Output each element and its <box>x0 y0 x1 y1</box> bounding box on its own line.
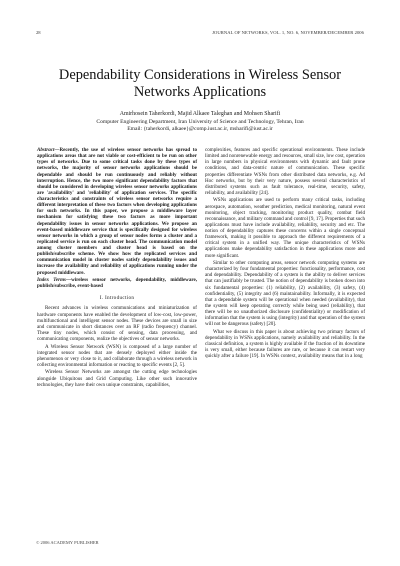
intro-paragraph-2: A Wireless Sensor Network (WSN) is composed of a large number of integrated sensor nodes that are densely deployed either inside the phenomenon or very close to it, and collaborate through a wireless network in collecting environmental information or reacting to specific events [2, 5]. <box>37 343 197 368</box>
running-head <box>36 29 364 37</box>
paper-title: Dependability Considerations in Wireless Sensor Networks Applications <box>58 67 342 100</box>
index-terms-text: —wireless sensor networks, dependability, middleware, publish/subscribe, event-based <box>37 277 197 290</box>
index-terms <box>37 277 197 289</box>
body-paragraph-2: WSNs applications are used to perform many critical tasks, including aerospace, automation, weather prediction, medical monitoring, natural event monitoring, object tracking, monitoring product quality, combat field reconnaissance, and military command and control [9, 17]. Properties that such applications must have include availability, reliability, security and etc. The notion of dependability captures these concerns within a single conceptual framework, making it possible to approach the different requirements of a critical system in a unified way. The unique characteristics of WSNs applications make dependability satisfaction in these applications more and more significant. <box>205 197 365 259</box>
index-terms-label: Index Terms <box>37 277 67 284</box>
abstract-label: Abstract <box>37 147 55 153</box>
journal-info: JOURNAL OF NETWORKS, VOL. 1, NO. 6, NOVEMBER/DECEMBER 2006 <box>212 30 364 35</box>
page-number: 28 <box>36 30 41 35</box>
intro-paragraph-1: Recent advances in wireless communications and miniaturization of hardware components have enabled the development of low-cost, low-power, multifunctional and intelligent sensor nodes. These devices are small in size and communicate in short distances over an RF (radio frequency) channel. These tiny nodes, which consist of sensing, data processing, and communicating components, realize the objectives of sensor networks. <box>37 305 197 343</box>
abstract-text: —Recently, the use of wireless sensor networks has spread to applications areas that are not viable or cost-efficient to be run on other types of networks. Due to some critical tasks done by these types of networks, the majority of sensor networks applications should be dependable and should be run continuously and reliably without interruption. Hence, the two more significant dependability factors that should be considered in developing wireless sensor networks applications are 'availability' and 'reliability' of application services. The specific characteristics and constraints of wireless sensor networks require a different interpretation of these two factors when developing applications for such networks. In this paper, we propose a middleware layer mechanism for satisfying these two factors as more important dependability issues in sensor networks applications. We propose an event-based middleware service that is specifically designed for wireless sensor networks in which a group of sensor nodes forms a cluster and a replicated service is run on each cluster head. The communication model among cluster members and cluster head is based on the publish/subscribe scheme. We show how the replicated services and communication model in cluster nodes satisfy dependability issues and increase the availability and reliability of applications running under the proposed middleware. <box>37 147 197 276</box>
body-paragraph-3: Similar to other computing areas, sensor network computing systems are characterized by four fundamental properties: functionality, performance, cost and dependability. Dependability of a system is the ability to deliver services that can justifiably be trusted. The notion of dependability is broken down into six fundamental properties: (1) reliability, (2) availability, (3) safety, (4) confidentiality, (5) integrity and (6) maintainability. Informally, it is expected that a dependable system will be operational when needed (availability), that the system will keep operating correctly while being used (reliability), that there will be no unauthorized disclosure (confidentiality) or modification of information that the system is using (integrity) and that operation of the system will not be dangerous (safety) [20]. <box>205 260 365 328</box>
body-paragraph-4: What we discuss in this paper is about achieving two primary factors of dependability in WSNs applications, namely availability and reliability. In the classical definition, a system is highly available if the fraction of its downtime is very small, either because failures are rare, or because it can restart very quickly after a failure [19]. In WSNs context, availability means that in a long <box>205 328 365 360</box>
body-paragraph-1: complexities, features and specific operational environments. These include limited and nonrenewable energy and resources, small size, low cost, operation in large numbers in physical environments with dynamic and fault prone conditions, and data-centric nature of communication. These specific properties differentiate WSNs from other distributed data networks, e.g. Ad Hoc networks, but by their very nature, possess several characteristics of distributed systems such as fault tolerance, real-time, security, safety, reliability, and availability [24]. <box>205 147 365 196</box>
right-column <box>205 147 365 361</box>
copyright-footer: © 2006 ACADEMY PUBLISHER <box>36 540 99 545</box>
paper-affiliation: Computer Engineering Department, Iran University of Science and Technology, Tehran, Iran <box>96 119 304 125</box>
left-column <box>37 147 197 389</box>
intro-paragraph-3: Wireless Sensor Networks are amongst the cutting edge technologies alongside Ubiquitous and Grid Computing. Like other such innovative technologies, they have their own unique constraints, capabilities, <box>37 369 197 388</box>
abstract <box>37 147 197 276</box>
paper-authors: Amirhosein Taherkordi, Majid Alkaee Taleghan and Mohsen Sharifi <box>119 111 281 117</box>
paper-email: Email: {taherkordi, alkaee}@comp.iust.ac.ir, msharifi@iust.ac.ir <box>127 126 273 132</box>
section-heading-introduction: I. Introduction <box>99 295 135 302</box>
